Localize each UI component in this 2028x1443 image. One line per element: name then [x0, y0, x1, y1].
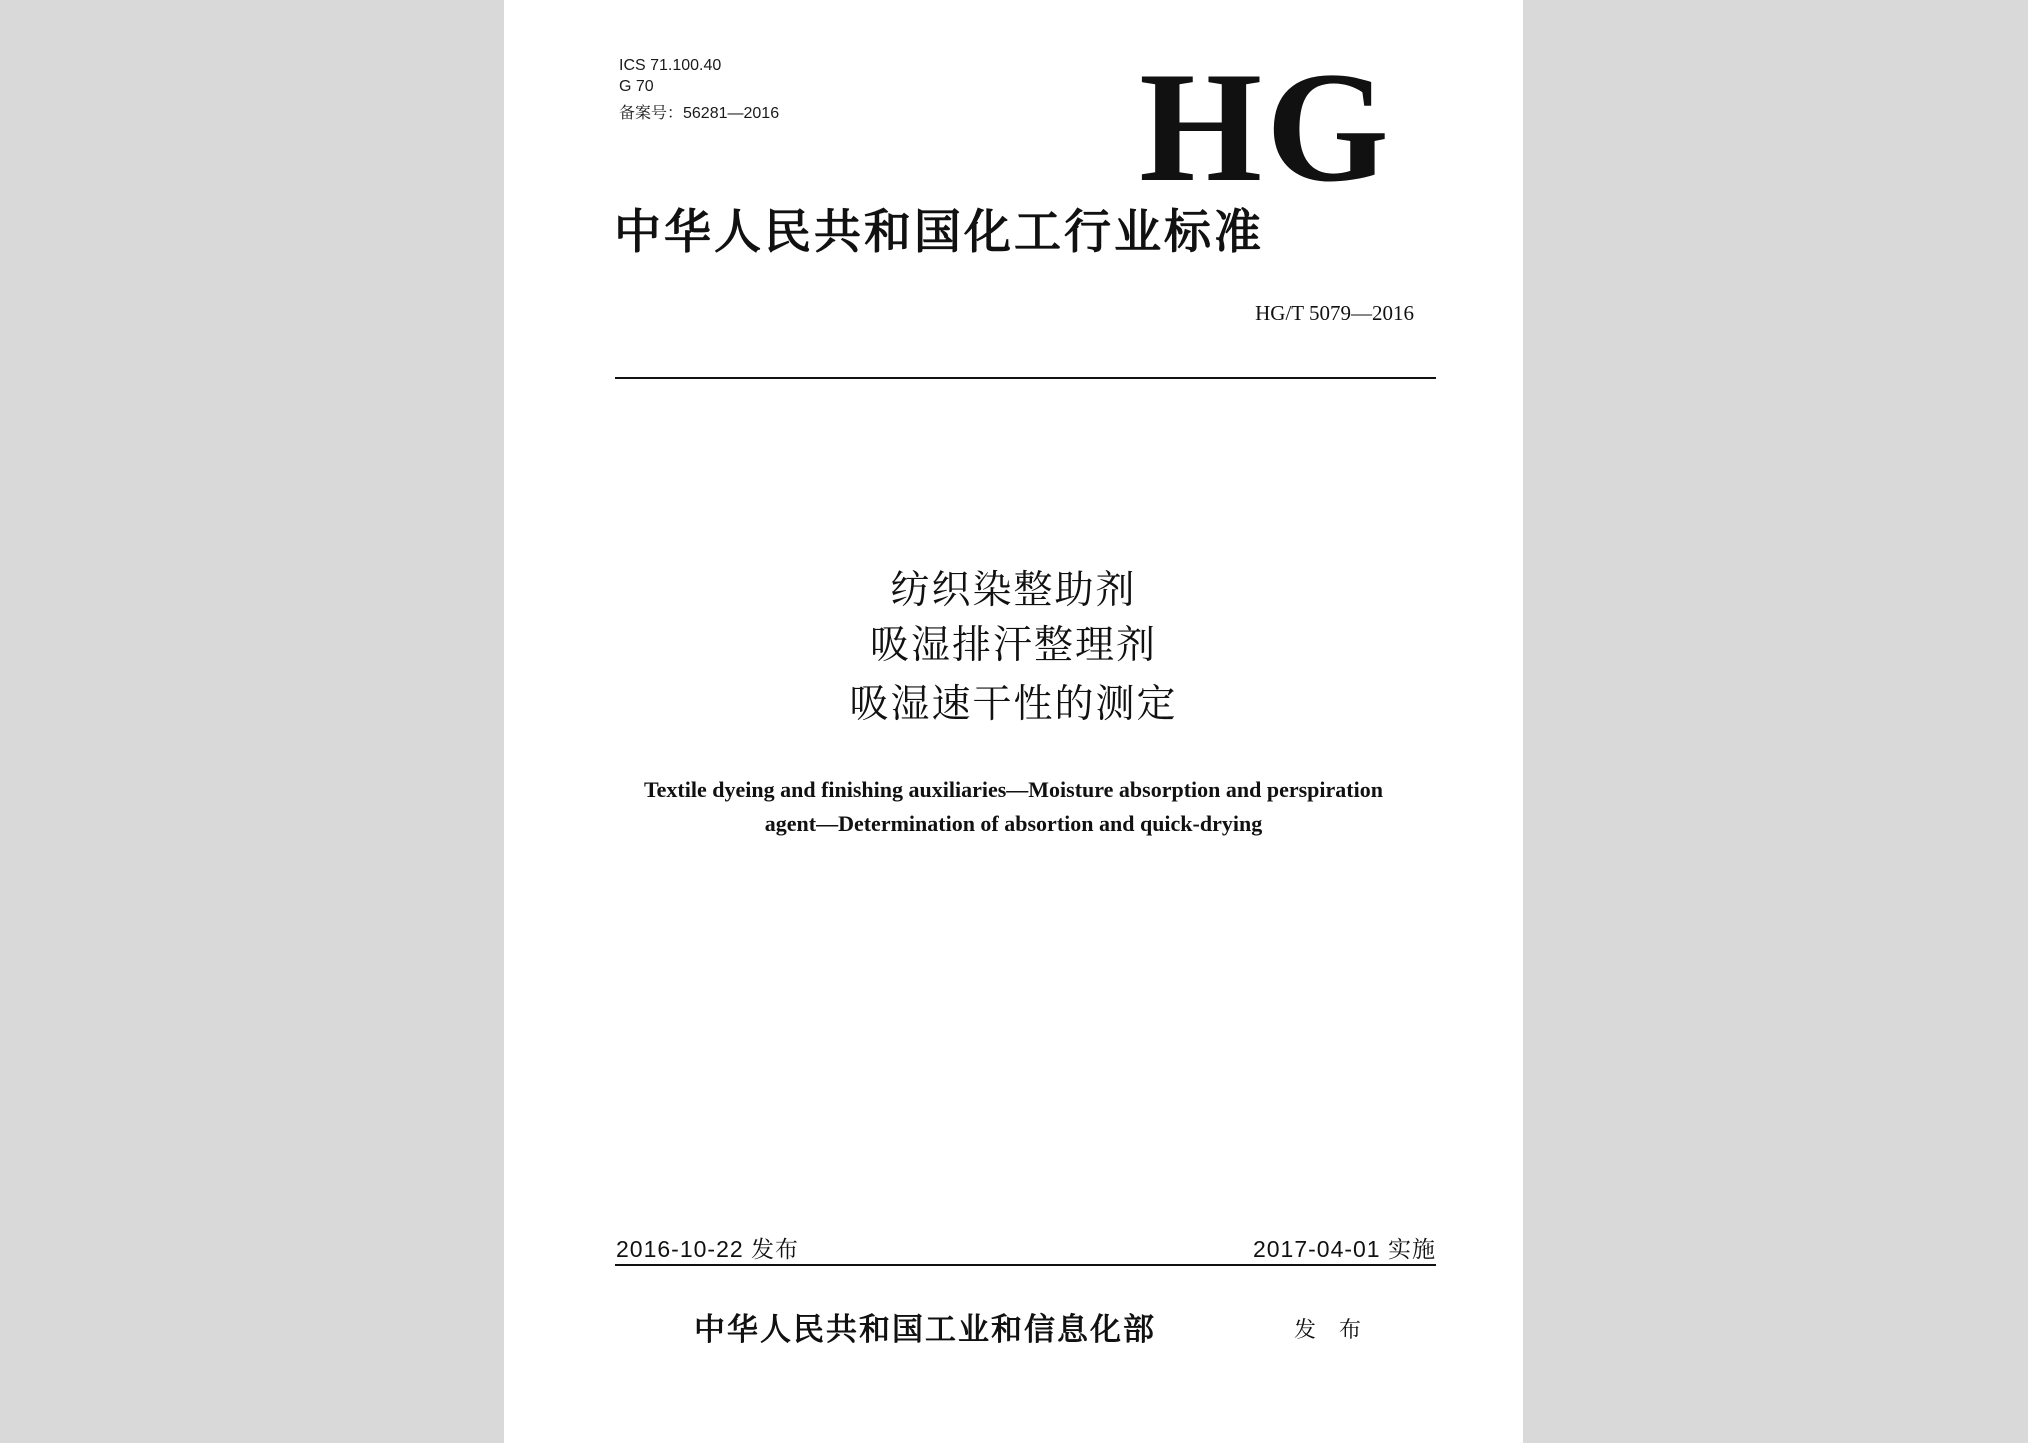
ics-code: ICS 71.100.40 [619, 57, 722, 74]
filing-number: 备案号：56281—2016 [619, 105, 780, 122]
english-title-line: agent—Determination of absortion and quick-drying [764, 811, 1263, 836]
document-page [504, 0, 1523, 1443]
publisher-name: 中华人民共和国工业和信息化部 [694, 1312, 1156, 1348]
category-code: G 70 [619, 78, 654, 95]
chinese-title-line: 吸湿速干性的测定 [849, 682, 1178, 727]
issue-date: 2016-10-22 发布 [616, 1236, 800, 1262]
chinese-title-line: 纺织染整助剂 [890, 568, 1137, 613]
english-title-line: Textile dyeing and finishing auxiliaries—Moisture absorption and perspiration [644, 777, 1383, 802]
chinese-title-line: 吸湿排汗整理剂 [869, 623, 1157, 668]
bottom-divider [615, 1264, 1436, 1266]
top-divider [615, 377, 1436, 379]
standard-title: 中华人民共和国化工行业标准 [614, 205, 1264, 260]
publish-label: 发 布 [1294, 1318, 1369, 1343]
hg-logo: HG [1139, 40, 1393, 215]
implementation-date: 2017-04-01 实施 [1252, 1236, 1436, 1262]
standard-number: HG/T 5079—2016 [1255, 301, 1414, 325]
